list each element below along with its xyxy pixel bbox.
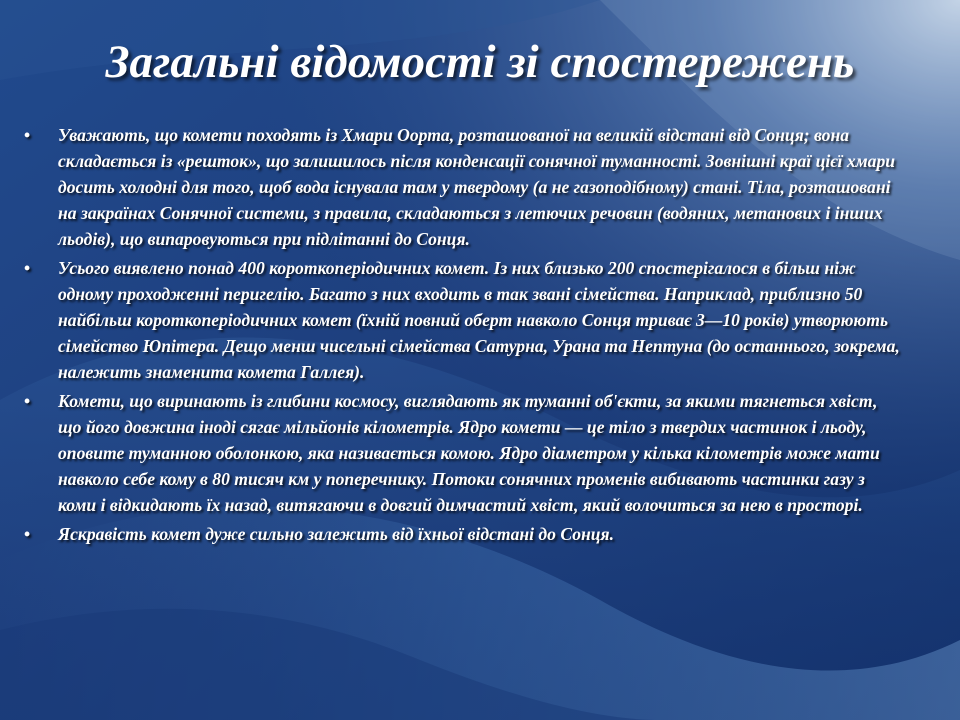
bullet-item xyxy=(20,388,900,518)
bullet-marker: • xyxy=(24,524,31,544)
bullet-text: Уважають, що комети походять із Хмари Оорта, розташованої на великій відстані від Сонця; вона складається із «решток», що залишилось після конденсації сонячної туманності. Зовнішні краї цієї хмари досить холодні для того, щоб вода існувала там у твердому (а не газоподібному) стані. Тіла, розташовані на закраїнах Сонячної системи, з правила, складаються з летючих речовин (водяних, метанових і інших льодів), що випаровуються при підлітанні до Сонця. xyxy=(58,125,896,249)
bullet-text: Комети, що виринають із глибини космосу, виглядають як туманні об'єкти, за якими тягнеться хвіст, що його довжина іноді сягає мільйонів кілометрів. Ядро комети — це тіло з твердих частинок і льоду, оповите туманною оболонкою, яка називається комою. Ядро діаметром у кілька кілометрів може мати навколо себе кому в 80 тисяч км у поперечнику. Потоки сонячних променів вибивають частинки газу з коми і відкидають їх назад, витягаючи в довгий димчастий хвіст, який волочиться за нею в просторі. xyxy=(58,391,880,515)
slide-title: Загальні відомості зі спостережень xyxy=(105,36,855,88)
bullet-marker: • xyxy=(24,391,31,411)
bullet-item xyxy=(20,255,900,385)
bullet-marker: • xyxy=(24,258,31,278)
bullet-text: Яскравість комет дуже сильно залежить від їхньої відстані до Сонця. xyxy=(58,524,615,544)
bullet-marker: • xyxy=(24,125,31,145)
bullet-text: Усього виявлено понад 400 короткоперіодичних комет. Із них близько 200 спостерігалося в більш ніж одному проходженні перигелію. Багато з них входить в так звані сімейства. Наприклад, приблизно 50 найбільш короткоперіодичних комет (їхній повний оберт навколо Сонця триває 3—10 років) утворюють сімейство Юпітера. Дещо менш чисельні сімейства Сатурна, Урана та Нептуна (до останнього, зокрема, належить знаменита комета Галлея). xyxy=(58,258,900,382)
bullet-item xyxy=(20,521,900,547)
bullet-item xyxy=(20,122,900,252)
bullet-list xyxy=(20,122,900,550)
